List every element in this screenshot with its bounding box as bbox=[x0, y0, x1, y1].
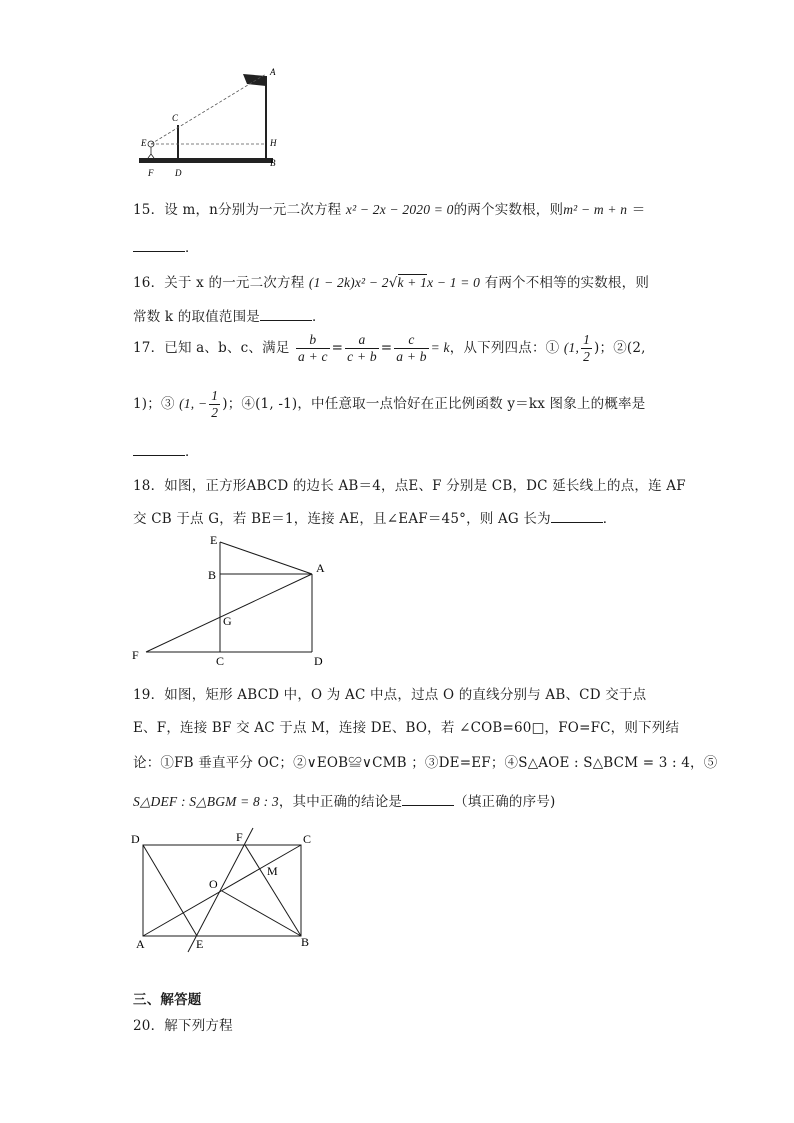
label-b: B bbox=[270, 158, 276, 168]
fraction-denominator: a + c bbox=[298, 349, 328, 364]
point-1-prefix: (1, bbox=[563, 340, 580, 355]
label-d: D bbox=[131, 832, 140, 846]
q17-number: 17 bbox=[133, 340, 151, 356]
q15-text: ．设 m，n分别为一元二次方程 bbox=[150, 202, 342, 218]
q19-text3: 论：①FB 垂直平分 OC；②∨EOB≌∨CMB ；③DE=EF；④S△AOE : S△BCM = 3 : 4，⑤ bbox=[133, 755, 718, 771]
question-20 bbox=[133, 1014, 233, 1034]
equals: = bbox=[380, 340, 393, 356]
fraction-denominator: 2 bbox=[583, 349, 591, 364]
q18-answer-blank[interactable] bbox=[551, 510, 603, 523]
label-o: O bbox=[209, 877, 218, 891]
q18-number: 18 bbox=[133, 478, 151, 494]
q18-text: ．如图，正方形ABCD 的边长 AB＝4，点E、F 分别是 CB，DC 延长线上的点，连 AF bbox=[150, 478, 686, 494]
fraction bbox=[581, 332, 592, 365]
section-title: 三、解答题 bbox=[133, 992, 202, 1008]
figure-q18 bbox=[128, 532, 338, 672]
label-f: F bbox=[132, 648, 139, 662]
fraction-denominator: 2 bbox=[211, 405, 219, 420]
fraction-numerator: a bbox=[345, 332, 379, 349]
q18-text2: 交 CB 于点 G，若 BE＝1，连接 AE，且∠EAF＝45°，则 AG 长为 bbox=[133, 511, 551, 527]
q15-expression: m² − m + n bbox=[563, 202, 628, 217]
q17-answer-blank[interactable] bbox=[133, 443, 185, 456]
point-3-suffix: ) bbox=[222, 396, 228, 412]
point-2: ；②(2, bbox=[599, 340, 646, 356]
question-17 bbox=[133, 332, 646, 365]
label-m: M bbox=[267, 864, 278, 878]
fraction-numerator: b bbox=[296, 332, 330, 349]
label-e: E bbox=[210, 533, 218, 547]
segment-bf bbox=[245, 845, 301, 936]
label-c: C bbox=[172, 113, 179, 123]
q17-end: ． bbox=[185, 444, 199, 460]
label-b: B bbox=[208, 568, 217, 582]
segment-fa bbox=[146, 574, 312, 652]
q15-answer-blank[interactable] bbox=[133, 239, 185, 252]
label-h: H bbox=[270, 138, 277, 148]
label-f: F bbox=[236, 830, 243, 844]
q15-answer-line bbox=[133, 236, 199, 256]
label-a: A bbox=[136, 937, 145, 951]
equals-k: = k bbox=[430, 340, 450, 355]
q18-line2 bbox=[133, 507, 617, 527]
person-leg bbox=[148, 154, 151, 158]
segment-de bbox=[143, 845, 197, 936]
q19-hint: （填正确的序号) bbox=[454, 794, 556, 810]
label-e: E bbox=[141, 138, 147, 148]
q19-answer-blank[interactable] bbox=[402, 793, 454, 806]
fraction bbox=[345, 332, 379, 365]
q19-line3 bbox=[133, 751, 717, 771]
figure-flagpole bbox=[135, 62, 285, 182]
q17-line2-b: ；④(1, -1)，中任意取一点恰好在正比例函数 y＝kx 图象上的概率是 bbox=[227, 396, 646, 412]
figure-q19 bbox=[128, 826, 328, 956]
q16-equation-left: (1 − 2k)x² − 2 bbox=[308, 275, 389, 290]
fraction bbox=[394, 332, 428, 365]
q16-answer-blank[interactable] bbox=[260, 308, 312, 321]
fraction-numerator: 1 bbox=[211, 388, 219, 403]
q19-text2: E、F，连接 BF 交 AC 于点 M，连接 DE、BO，若 ∠COB=60□，FO=FC，则下列结 bbox=[133, 720, 680, 736]
q18-end: ． bbox=[602, 511, 617, 527]
q15-equals: ＝ bbox=[631, 202, 646, 218]
q19-area-ratio: S△DEF : S△BGM = 8 : 3 bbox=[133, 794, 279, 809]
label-f: F bbox=[148, 168, 154, 178]
question-15 bbox=[133, 198, 645, 218]
label-b: B bbox=[301, 935, 310, 949]
fraction-denominator: c + b bbox=[347, 349, 377, 364]
q19-line2 bbox=[133, 716, 679, 736]
ground-bar bbox=[139, 158, 273, 163]
question-18 bbox=[133, 474, 686, 494]
q15-end: ． bbox=[185, 240, 199, 256]
q16-end: ． bbox=[311, 309, 326, 325]
fraction-numerator: c bbox=[394, 332, 428, 349]
q20-number: 20 bbox=[133, 1018, 151, 1034]
q19-number: 19 bbox=[133, 687, 151, 703]
label-c: C bbox=[216, 654, 225, 668]
q17-answer-line bbox=[133, 440, 199, 460]
segment-bo bbox=[222, 891, 301, 936]
label-c: C bbox=[303, 832, 312, 846]
q17-line2 bbox=[133, 388, 645, 421]
label-a: A bbox=[270, 67, 276, 77]
q16-number: 16 bbox=[133, 275, 151, 291]
q16-text: ．关于 x 的一元二次方程 bbox=[150, 275, 305, 291]
q19-text: ．如图，矩形 ABCD 中，O 为 AC 中点，过点 O 的直线分别与 AB、CD 交于点 bbox=[150, 687, 647, 703]
label-g: G bbox=[223, 614, 232, 628]
sight-line bbox=[151, 74, 266, 144]
label-d: D bbox=[314, 654, 323, 668]
point-3-prefix: (1, − bbox=[179, 396, 208, 411]
q15-equation: x² − 2x − 2020 = 0 bbox=[345, 202, 454, 217]
q17-text: ．已知 a、b、c、满足 bbox=[150, 340, 290, 356]
q16-line2 bbox=[133, 305, 326, 325]
q17-text2: ，从下列四点：① bbox=[449, 340, 560, 356]
label-a: A bbox=[316, 561, 325, 575]
q15-number: 15 bbox=[133, 202, 151, 218]
fraction-denominator: a + b bbox=[396, 349, 427, 364]
point-1-suffix: ) bbox=[594, 340, 600, 356]
q19-text4: ，其中正确的结论是 bbox=[278, 794, 403, 810]
q20-text: ．解下列方程 bbox=[150, 1018, 233, 1034]
label-e: E bbox=[196, 937, 204, 951]
fraction bbox=[209, 388, 220, 421]
label-d: D bbox=[175, 168, 182, 178]
q16-text2: 有两个不相等的实数根，则 bbox=[484, 275, 650, 291]
q16-text3: 常数 k 的取值范围是 bbox=[133, 309, 260, 325]
line-ef bbox=[188, 828, 253, 952]
sqrt-sign: √ bbox=[388, 275, 398, 291]
q19-line4 bbox=[133, 790, 556, 810]
person-leg bbox=[151, 154, 154, 158]
q16-sqrt-arg: k + 1 bbox=[397, 275, 428, 290]
equals: = bbox=[331, 340, 344, 356]
q16-equation-right: x − 1 = 0 bbox=[427, 275, 481, 290]
q15-text2: 的两个实数根，则 bbox=[453, 202, 564, 218]
question-19 bbox=[133, 683, 646, 703]
segment-ea bbox=[220, 542, 312, 574]
fraction-numerator: 1 bbox=[583, 332, 591, 347]
fraction bbox=[296, 332, 330, 365]
question-16 bbox=[133, 271, 649, 291]
q17-line2-a: 1)；③ bbox=[133, 396, 175, 412]
